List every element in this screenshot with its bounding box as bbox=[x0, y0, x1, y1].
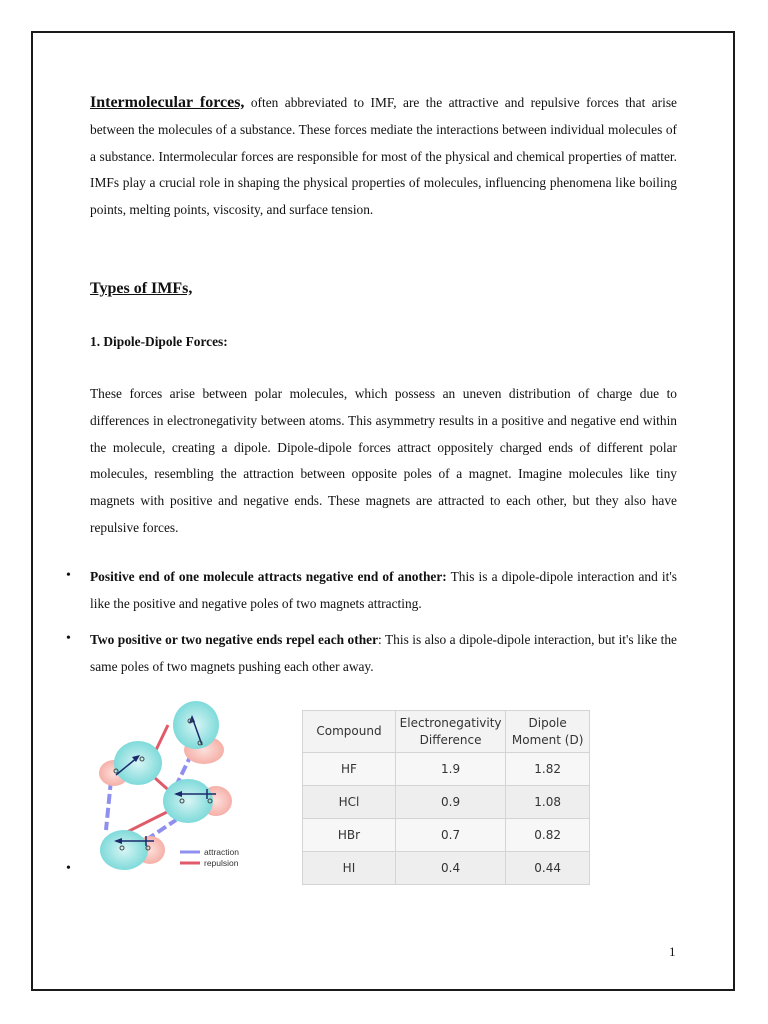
bullet-item-attract bbox=[90, 564, 677, 618]
bullet-text: This is a dipole-dipole interaction and it's like the positive and negative poles of two magnets attracting. bbox=[90, 569, 677, 611]
dipole-paragraph: These forces arise between polar molecules, which possess an uneven distribution of charge due to differences in electronegativity between atoms. This asymmetry results in a positive and negative end within the molecule, creating a dipole. Dipole-dipole forces attract oppositely charged ends of different polar molecules, resembling the attraction between opposite poles of a magnet. Imagine molecules like tiny magnets with positive and negative ends. These magnets are attracted to each other, but they also have repulsive forces. bbox=[90, 386, 677, 535]
table-cell: HCl bbox=[303, 786, 396, 819]
table-cell: 1.08 bbox=[506, 786, 590, 819]
bullet-marker: • bbox=[66, 861, 71, 876]
bullet-text: : This is also a dipole-dipole interaction, but it's like the same poles of two magnets pushing each other away. bbox=[90, 632, 677, 674]
table-cell: 0.7 bbox=[395, 819, 505, 852]
intro-lead-term: Intermolecular forces, bbox=[90, 94, 245, 111]
dipole-moment-table bbox=[302, 710, 590, 885]
dipole-molecules-figure bbox=[96, 695, 261, 875]
table-cell: 0.4 bbox=[395, 852, 505, 885]
table-cell: HBr bbox=[303, 819, 396, 852]
table-cell: 1.9 bbox=[395, 753, 505, 786]
table-row bbox=[303, 786, 590, 819]
attraction-line bbox=[106, 780, 111, 830]
bullet-bold: Two positive or two negative ends repel each other bbox=[90, 632, 379, 647]
table-cell: HI bbox=[303, 852, 396, 885]
intro-text: often abbreviated to IMF, are the attractive and repulsive forces that arise between the molecules of a substance. These forces mediate the interactions between individual molecules of a substance. Intermolecular forces are responsible for most of the physical and chemical properties of matter. IMFs play a crucial role in shaping the physical properties of molecules, influencing phenomena like boiling points, melting points, viscosity, and surface tension. bbox=[90, 95, 677, 218]
table-header-row bbox=[303, 711, 590, 753]
molecule bbox=[99, 741, 162, 786]
intro-paragraph bbox=[90, 90, 677, 224]
figure-legend bbox=[180, 847, 239, 868]
legend-attraction-label: attraction bbox=[204, 847, 239, 857]
table-cell: 0.82 bbox=[506, 819, 590, 852]
table-header: Compound bbox=[303, 711, 396, 753]
page-number: 1 bbox=[669, 944, 676, 959]
bullet-marker: • bbox=[66, 568, 71, 583]
types-heading: Types of IMFs, bbox=[90, 280, 193, 297]
table-cell: HF bbox=[303, 753, 396, 786]
table-cell: 1.82 bbox=[506, 753, 590, 786]
table-header: Electronegativity Difference bbox=[395, 711, 505, 753]
table-cell: 0.9 bbox=[395, 786, 505, 819]
table-row bbox=[303, 852, 590, 885]
dipole-heading: 1. Dipole-Dipole Forces: bbox=[90, 334, 228, 349]
molecule bbox=[163, 779, 232, 823]
repulsion-line bbox=[156, 725, 168, 750]
table-header: Dipole Moment (D) bbox=[506, 711, 590, 753]
molecule bbox=[173, 701, 224, 764]
bullet-item-repel bbox=[90, 627, 677, 681]
bullet-marker: • bbox=[66, 631, 71, 646]
legend-repulsion-label: repulsion bbox=[204, 858, 239, 868]
table-row bbox=[303, 819, 590, 852]
bullet-bold: Positive end of one molecule attracts negative end of another: bbox=[90, 569, 447, 584]
table-row bbox=[303, 753, 590, 786]
table-cell: 0.44 bbox=[506, 852, 590, 885]
